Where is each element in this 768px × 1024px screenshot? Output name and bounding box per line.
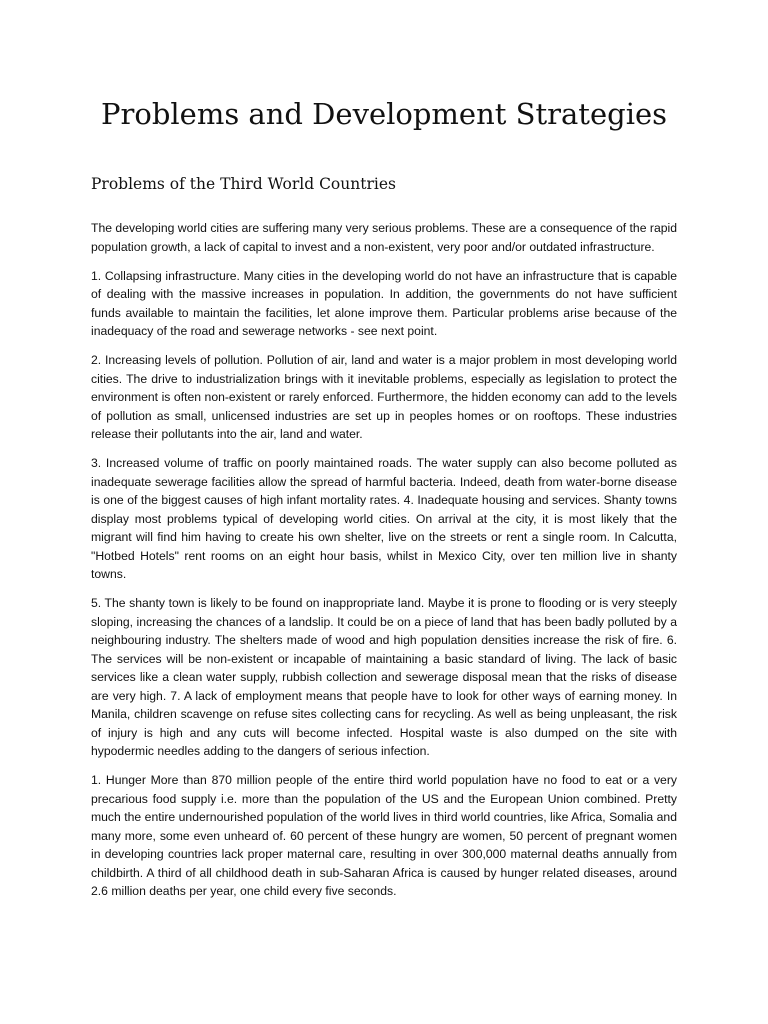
page-title: Problems and Development Strategies [100,97,668,131]
paragraph-pollution: 2. Increasing levels of pollution. Pollution of air, land and water is a major problem in most developing world cities. The drive to industrialization brings with it inevitable problems, especially as legislation to protect the environment is often non-existent or rarely enforced. Furthermore, the hidden economy can add to the levels of pollution as small, unlicensed industries are set up in peoples homes or on rooftops. These industries release their pollutants into the air, land and water. [91,353,677,441]
paragraph-hunger: 1. Hunger More than 870 million people of the entire third world population have no food to eat or a very precarious food supply i.e. more than the population of the US and the European Union combined. Pretty much the entire undernourished population of the world lives in third world countries, like Africa, Somalia and many more, some even unheard of. 60 percent of these hungry are women, 50 percent of pregnant women in developing countries lack proper maternal care, resulting in over 300,000 maternal deaths annually from childbirth. A third of all childhood death in sub-Saharan Africa is caused by hunger related diseases, around 2.6 million deaths per year, one child every five seconds. [91,773,677,898]
paragraph-traffic-housing: 3. Increased volume of traffic on poorly maintained roads. The water supply can also become polluted as inadequate sewerage facilities allow the spread of harmful bacteria. Indeed, death from water-borne disease is one of the biggest causes of high infant mortality rates. 4. Inadequate housing and services. Shanty towns display most problems typical of developing world cities. On arrival at the city, it is most likely that the migrant will find him having to create his own shelter, live on the streets or rent a single room. In Calcutta, "Hotbed Hotels" rent rooms on an eight hour basis, whilst in Mexico City, over ten million live in shanty towns. [91,456,677,581]
paragraph-collapsing-infrastructure: 1. Collapsing infrastructure. Many cities in the developing world do not have an infrastructure that is capable of dealing with the massive increases in population. In addition, the governments do not have sufficient funds available to maintain the facilities, let alone improve them. Particular problems arise because of the inadequacy of the road and sewerage networks - see next point. [91,268,677,338]
document-body [91,219,677,911]
section-heading: Problems of the Third World Countries [91,175,396,193]
intro-paragraph: The developing world cities are suffering many very serious problems. These are a consequence of the rapid population growth, a lack of capital to invest and a non-existent, very poor and/or outdated infrastructure. [91,221,677,254]
paragraph-shanty-town: 5. The shanty town is likely to be found on inappropriate land. Maybe it is prone to flooding or is very steeply sloping, increasing the chances of a landslip. It could be on a piece of land that has been badly polluted by a neighbouring industry. The shelters made of wood and high population densities increase the risk of fire. 6. The services will be non-existent or incapable of maintaining a basic standard of living. The lack of basic services like a clean water supply, rubbish collection and sewerage disposal mean that the risks of disease are very high. 7. A lack of employment means that people have to look for other ways of earning money. In Manila, children scavenge on refuse sites collecting cans for recycling. As well as being unpleasant, the risk of injury is high and any cuts will become infected. Hospital waste is also dumped on the site with hypodermic needles adding to the dangers of serious infection. [91,596,677,758]
